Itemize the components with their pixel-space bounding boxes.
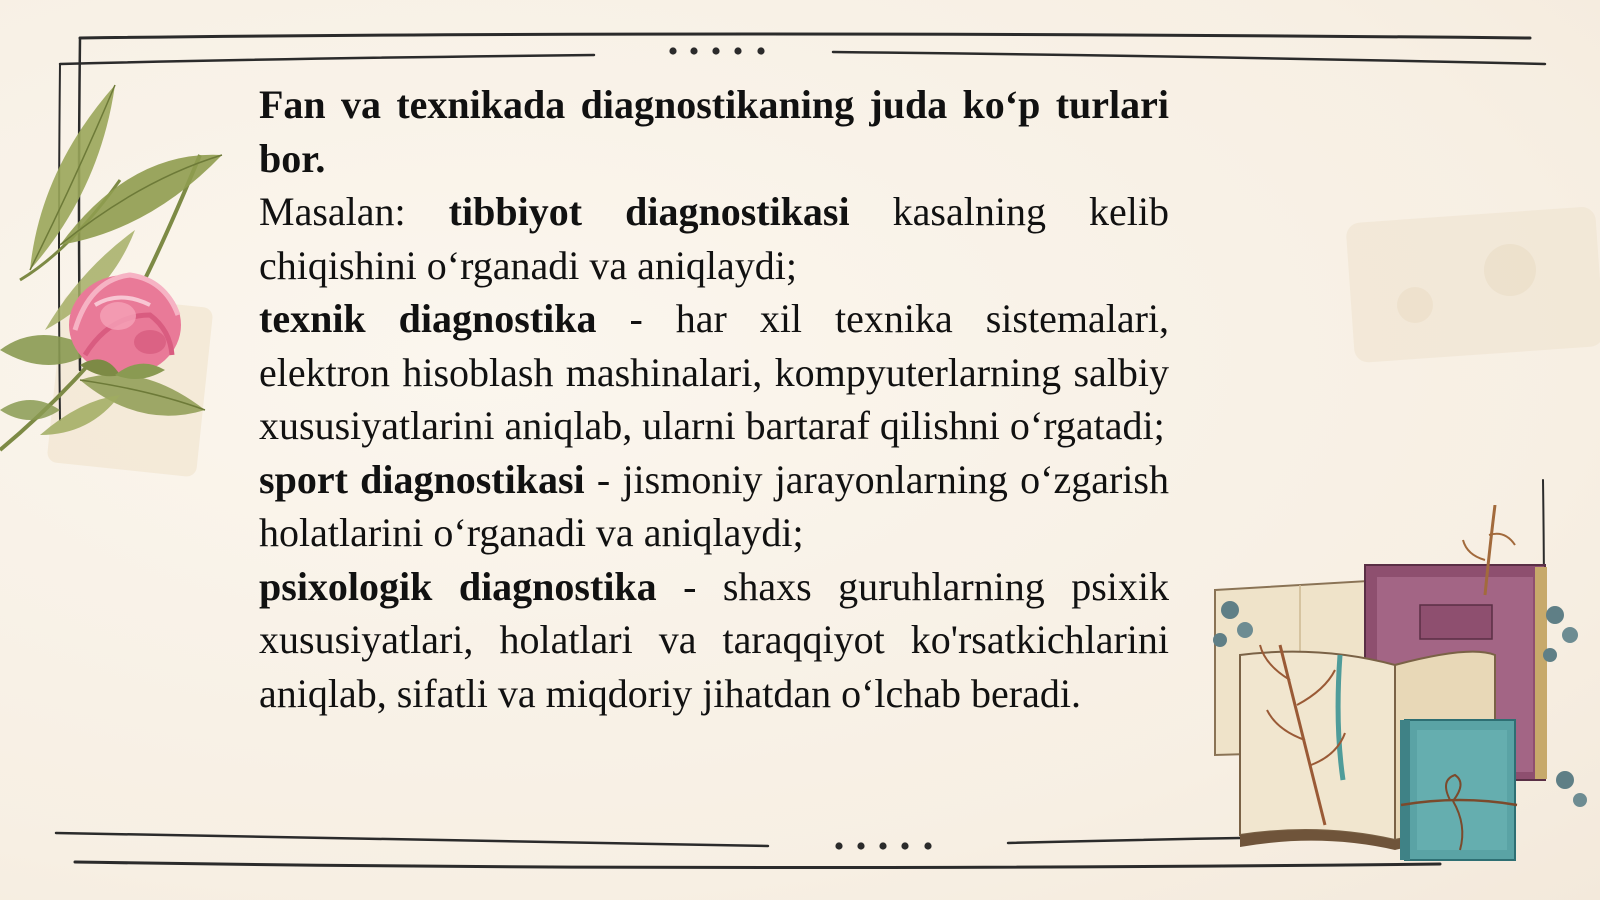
medical-description: kasalning kelib chiqishini o‘rganadi va aniqlaydi; — [259, 189, 1170, 288]
sport-term: sport diagnostikasi — [259, 456, 585, 502]
technical-description: - har xil texnika sistemalari, elektron hisoblash mashinalari, kompyuterlarning salbiy xususiyatlarini aniqlab, ularni bartaraf qilishni o‘rgatadi; — [259, 296, 1170, 448]
top-outer-line — [80, 34, 1530, 38]
technical-term: texnik diagnostika — [259, 296, 597, 341]
intro-paragraph — [259, 78, 1169, 185]
medical-prefix: Masalan: — [259, 189, 449, 234]
main-text — [259, 78, 1169, 720]
medical-term: tibbiyot diagnostikasi — [448, 189, 850, 234]
top-inner-right-line — [833, 52, 1545, 64]
sport-description: - jismoniy jarayonlarning o‘zgarish holatlarini o‘rganadi va aniqlaydi; — [259, 456, 1169, 555]
top-inner-left-line — [60, 55, 594, 64]
vintage-books-icon — [1205, 505, 1600, 880]
intro-text: Fan va texnikada diagnostikaning juda ko‘p turlari bor. — [259, 82, 1169, 181]
bottom-dots — [835, 842, 931, 849]
technical-paragraph — [259, 292, 1169, 453]
medical-paragraph — [259, 185, 1169, 292]
psychological-paragraph — [259, 560, 1169, 721]
psychological-description: - shaxs guruhlarning psixik xususiyatlari, holatlari va taraqqiyot ko'rsatkichlarini aniqlab, sifatli va miqdoriy jihatdan o‘lchab beradi. — [259, 563, 1170, 716]
top-dots — [669, 47, 764, 54]
sport-paragraph — [259, 453, 1169, 560]
psychological-term: psixologik diagnostika — [259, 563, 657, 609]
bottom-inner-left-line — [56, 833, 768, 846]
peony-flower-icon — [0, 80, 230, 480]
